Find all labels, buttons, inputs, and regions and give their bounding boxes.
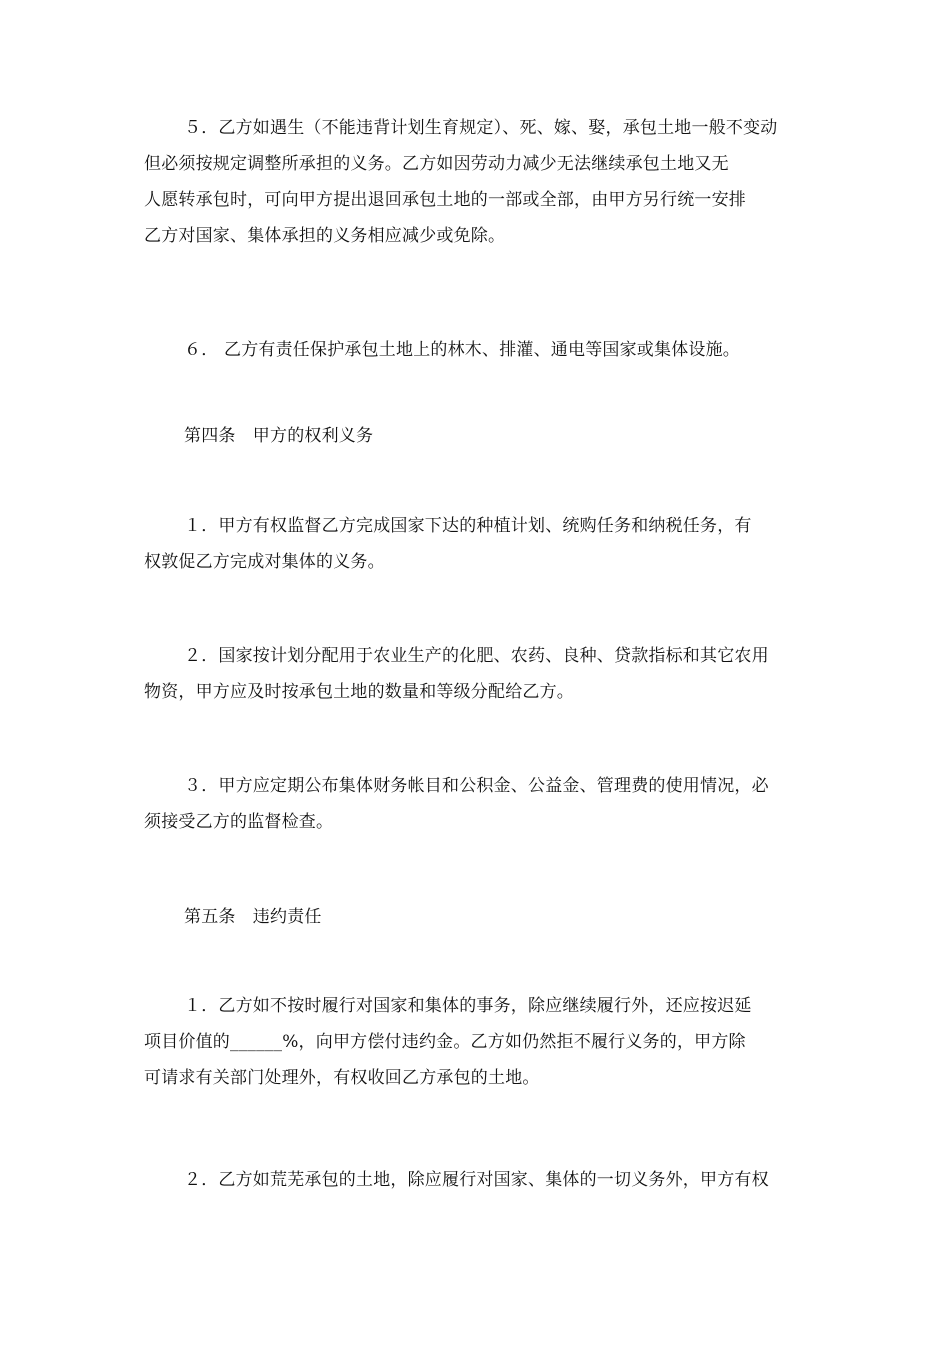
heading-article4 xyxy=(144,418,808,454)
section-heading: 第四条 甲方的权利义务 xyxy=(184,426,374,446)
text-line: 物资，甲方应及时按承包土地的数量和等级分配给乙方。 xyxy=(144,682,574,702)
text-line: ２．乙方如荒芜承包的土地，除应履行对国家、集体的一切义务外，甲方有权 xyxy=(184,1170,769,1190)
paragraph-article5-item2 xyxy=(144,1162,808,1198)
text-line: 但必须按规定调整所承担的义务。乙方如因劳动力减少无法继续承包土地又无 xyxy=(144,154,729,174)
text-line: 可请求有关部门处理外，有权收回乙方承包的土地。 xyxy=(144,1068,540,1088)
section-heading: 第五条 违约责任 xyxy=(184,907,322,927)
text-line: 乙方对国家、集体承担的义务相应减少或免除。 xyxy=(144,226,506,246)
paragraph-article4-item2 xyxy=(144,638,808,710)
text-line: １．甲方有权监督乙方完成国家下达的种植计划、统购任务和纳税任务，有 xyxy=(184,516,752,536)
text-line: ６． 乙方有责任保护承包土地上的林木、排灌、通电等国家或集体设施。 xyxy=(184,340,741,360)
heading-article5 xyxy=(144,899,808,935)
paragraph-article4-item1 xyxy=(144,508,808,580)
paragraph-article5-item1 xyxy=(144,988,808,1096)
text-line: 须接受乙方的监督检查。 xyxy=(144,812,334,832)
text-line: １．乙方如不按时履行对国家和集体的事务，除应继续履行外，还应按迟延 xyxy=(184,996,752,1016)
paragraph-article3-item6 xyxy=(144,332,808,368)
text-line: 人愿转承包时，可向甲方提出退回承包土地的一部或全部，由甲方另行统一安排 xyxy=(144,190,746,210)
text-line: ２．国家按计划分配用于农业生产的化肥、农药、良种、贷款指标和其它农用 xyxy=(184,646,769,666)
text-line: ５．乙方如遇生（不能违背计划生育规定）、死、嫁、娶，承包土地一般不变动 xyxy=(184,118,778,138)
text-line: 权敦促乙方完成对集体的义务。 xyxy=(144,552,385,572)
text-line: ３．甲方应定期公布集体财务帐目和公积金、公益金、管理费的使用情况，必 xyxy=(184,776,769,796)
text-line: 项目价值的______%，向甲方偿付违约金。乙方如仍然拒不履行义务的，甲方除 xyxy=(144,1032,746,1052)
paragraph-article3-item5 xyxy=(144,110,808,254)
paragraph-article4-item3 xyxy=(144,768,808,840)
